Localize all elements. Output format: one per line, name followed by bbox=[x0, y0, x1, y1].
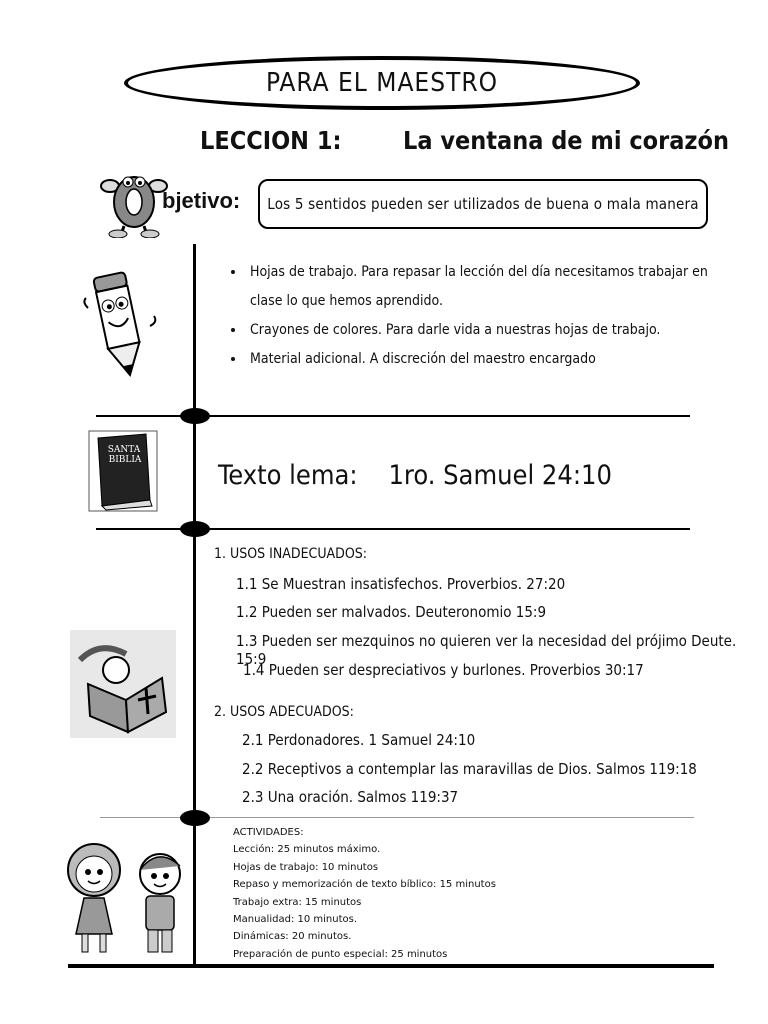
materials-list bbox=[218, 258, 726, 374]
list-item: Lección: 25 minutos máximo. bbox=[233, 844, 381, 856]
timeline-node-1 bbox=[180, 408, 210, 424]
list-item: • Crayones de colores. Para darle vida a nuestras hojas de trabajo. bbox=[246, 316, 726, 345]
list-item: Trabajo extra: 15 minutos bbox=[233, 896, 362, 908]
texto-lema-label: Texto lema: bbox=[218, 460, 358, 491]
list-item: Dinámicas: 20 minutos. bbox=[233, 931, 352, 943]
list-item: Preparación de punto especial: 25 minutos bbox=[233, 948, 448, 960]
list-item: 1.2 Pueden ser malvados. Deuteronomio 15:9 bbox=[236, 603, 547, 621]
list-item: 2.2 Receptivos a contemplar las maravillas de Dios. Salmos 119:18 bbox=[242, 760, 697, 778]
section2-title: 2. USOS ADECUADOS: bbox=[214, 704, 354, 720]
header-title: PARA EL MAESTRO bbox=[124, 56, 640, 110]
child-reading-bible-icon bbox=[70, 630, 176, 738]
list-item: Manualidad: 10 minutos. bbox=[233, 914, 358, 926]
bible-line1: SANTA bbox=[107, 445, 141, 455]
texto-lema-ref: 1ro. Samuel 24:10 bbox=[388, 460, 612, 491]
bible-line2: BIBLIA bbox=[108, 455, 142, 465]
timeline-vertical-line bbox=[193, 244, 196, 964]
objective-label: bjetivo: bbox=[162, 188, 241, 213]
bible-icon bbox=[88, 430, 158, 512]
lesson-title: La ventana de mi corazón bbox=[403, 126, 729, 155]
list-item: 2.3 Una oración. Salmos 119:37 bbox=[242, 788, 459, 806]
activities-title: ACTIVIDADES: bbox=[233, 827, 304, 838]
list-item: • Hojas de trabajo. Para repasar la lección del día necesitamos trabajar en clase lo que hemos aprendido. bbox=[246, 258, 726, 316]
list-item: 2.1 Perdonadores. 1 Samuel 24:10 bbox=[242, 731, 476, 749]
objective-text: Los 5 sentidos pueden ser utilizados de buena o mala manera bbox=[267, 195, 699, 213]
objective-box bbox=[258, 179, 708, 229]
timeline-node-2 bbox=[180, 521, 210, 537]
texto-lema bbox=[218, 460, 612, 491]
objective-o-mascot-icon bbox=[98, 168, 170, 238]
list-item: • Material adicional. A discreción del maestro encargado bbox=[246, 345, 726, 374]
lesson-label: LECCION 1: bbox=[200, 126, 342, 155]
list-item: 1.4 Pueden ser despreciativos y burlones. Proverbios 30:17 bbox=[243, 661, 644, 679]
list-item: 1.1 Se Muestran insatisfechos. Proverbios. 27:20 bbox=[236, 575, 566, 593]
list-item: 1.3 Pueden ser mezquinos no quieren ver la necesidad del prójimo Deute. 15:9 bbox=[236, 632, 737, 668]
bottom-rule bbox=[68, 964, 714, 968]
activities-block bbox=[233, 824, 496, 963]
timeline-node-3 bbox=[180, 810, 210, 826]
section1-title: 1. USOS INADECUADOS: bbox=[214, 546, 368, 562]
list-item: Repaso y memorización de texto bíblico: 15 minutos bbox=[233, 879, 496, 891]
children-illustration-icon bbox=[58, 834, 188, 960]
pencil-mascot-icon bbox=[80, 268, 160, 386]
list-item: Hojas de trabajo: 10 minutos bbox=[233, 861, 379, 873]
